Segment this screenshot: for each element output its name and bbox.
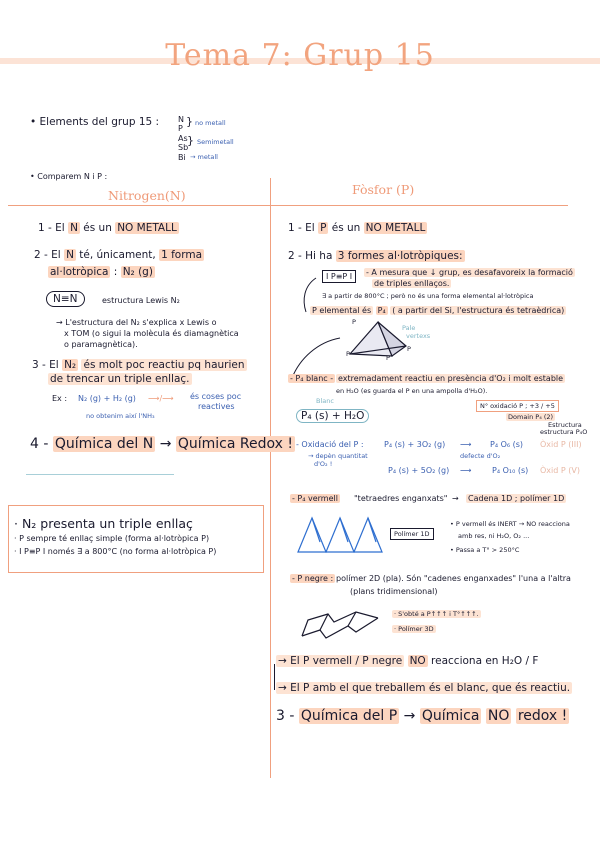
oxid-label: - Oxidació del P : [296, 440, 364, 449]
ex-note-1: és coses poc [190, 392, 242, 401]
polimer-1d-box: Polímer 1D [390, 528, 434, 540]
ex-note-2: reactives [198, 402, 235, 411]
chain-tetra-2 [326, 518, 354, 552]
p-item-2: 2 - Hi ha 3 formes al·lotròpiques: [288, 250, 463, 262]
n-item-4: 4 - Química del N → Química Redox ! [30, 436, 293, 452]
element-as: As [178, 134, 188, 143]
ox-prod-1: P₄ O₆ (s) [490, 440, 524, 449]
p2-box: I P≡P I [322, 270, 356, 283]
depen-note-2: d'O₂ ! [314, 460, 333, 468]
page-title: Tema 7: Grup 15 [165, 38, 435, 73]
elements-label: • Elements del grup 15 : [30, 116, 160, 128]
n-expl-3: o paramagnètica). [64, 340, 138, 349]
blanc-desc: extremadament reactiu en presència d'O₂ i molt estable [338, 374, 564, 383]
p4-line: P elemental és P₄ ( a partir del Si, l'estructura és tetraèdrica) [312, 306, 565, 315]
element-p: P [178, 124, 183, 133]
lewis-box: N≡N [46, 291, 85, 307]
blanc-desc-2: en H₂O (es guarda el P en una ampolla d'H₂O). [336, 387, 488, 395]
n-item-1: 1 - El N és un NO METALL [38, 222, 177, 234]
tet-p-right: P [407, 345, 411, 353]
header-divider [8, 205, 568, 206]
pale-note-1: Pale [402, 324, 416, 332]
trend-2: de triples enllaços. [374, 279, 450, 288]
brace-1: } [186, 115, 193, 128]
estructura-note-2: estructura P₄O [540, 428, 588, 436]
blanc-label: - P₄ blanc - [290, 374, 334, 383]
p-item-1: 1 - El P és un NO METALL [288, 222, 426, 234]
conclusion-1: → El P vermell / P negre NO reacciona en H₂O / F [278, 655, 539, 667]
n-expl-2: x TOM (o sigui la molècula és diamagnètica [64, 329, 239, 338]
inert-2: amb res, ni H₂O, O₂ ... [458, 532, 530, 540]
negre-label: - P negre : [292, 574, 334, 583]
c800-note: ∃ a partir de 800°C ; però no és una forma elemental al·lotròpica [322, 292, 534, 300]
vermell-label: - P₄ vermell [292, 494, 338, 503]
label-no-metall: no metall [195, 119, 226, 127]
ox-eq-1: P₄ (s) + 3O₂ (g) [384, 440, 446, 449]
sheet-edge-front [302, 618, 378, 638]
comparem-label: • Comparem N i P : [30, 172, 108, 181]
ex-arrow: ⟶/⟶ [148, 394, 174, 403]
n-item-3-cont: de trencar un triple enllaç. [50, 373, 190, 385]
n-item-2-cont: al·lotròpica : N₂ (g) [50, 266, 153, 278]
n-item-2: 2 - El N té, únicament, 1 forma [34, 249, 203, 261]
ex-label: Ex : [52, 394, 68, 403]
ox-prod-2: P₄ O₁₀ (s) [492, 466, 529, 475]
negre-desc-2: (plans tridimensional) [350, 587, 438, 596]
conclusion-2: → El P amb el que treballem és el blanc, que és reactiu. [278, 682, 571, 694]
teal-divider [26, 474, 174, 475]
chain-tetra-3 [354, 518, 382, 552]
blanc-side: Blanc [316, 397, 334, 405]
phosphorus-heading: Fòsfor (P) [352, 182, 415, 197]
label-metall: → metall [190, 153, 218, 161]
black-phosphorus-sheet [298, 608, 382, 642]
tetrahedron-shape [350, 322, 406, 356]
defecte-note: defecte d'O₂ [460, 452, 501, 460]
tet-p-left: P [346, 350, 350, 358]
p4s-h2o: P₄ (s) + H₂O [296, 410, 369, 422]
brace-2: } [187, 134, 194, 147]
summary-line-2: · P sempre té enllaç simple (forma al·lotròpica P) [14, 534, 210, 543]
tet-p-top: P [352, 318, 356, 326]
ex-sub: no obtenim així l'NH₃ [86, 412, 155, 420]
trend-1: - A mesura que ↓ grup, es desafavoreix la formació [366, 268, 573, 277]
conclusion-bracket [274, 664, 275, 690]
ox-eq-2: P₄ (s) + 5O₂ (g) [388, 466, 450, 475]
chain-tetra-1 [298, 518, 326, 552]
vermell-desc: "tetraedres enganxats" [354, 494, 448, 503]
negre-desc: polímer 2D (pla). Són "cadenes enganxades" l'una a l'altra [336, 574, 571, 583]
trend-arrow [298, 276, 320, 316]
ox-arrow-1: ⟶ [460, 440, 472, 449]
p-item-3: 3 - Química del P → Química NO redox ! [276, 708, 568, 724]
summary-line-1: · N₂ presenta un triple enllaç [14, 516, 193, 531]
oxide-iii: Òxid P (III) [540, 440, 582, 449]
lewis-label: estructura Lewis N₂ [102, 296, 180, 305]
label-semimetall: Semimetall [197, 138, 234, 146]
column-divider [270, 178, 271, 778]
depen-note-1: → depèn quantitat [308, 452, 368, 460]
oxide-v: Òxid P (V) [540, 466, 580, 475]
element-bi: Bi [178, 153, 186, 162]
summary-line-3: · I P≡P I només ∃ a 800°C (no forma al·lotròpica P) [14, 547, 217, 556]
red-phosphorus-chain [296, 512, 396, 558]
estructura-note: Estructura [548, 421, 582, 429]
ox-arrow-2: ⟶ [460, 466, 472, 475]
domain-note: Domain P₄ (2) [508, 413, 554, 421]
element-sb: Sb [178, 143, 189, 152]
ex-equation: N₂ (g) + H₂ (g) [78, 394, 136, 403]
nitrogen-heading: Nitrogen(N) [108, 188, 186, 203]
negre-b1: · S'obté a P↑↑↑ i T°↑↑↑. [394, 610, 479, 618]
vermell-res: Cadena 1D ; polímer 1D [468, 494, 565, 503]
n-item-3: 3 - El N₂ és molt poc reactiu pq haurien [32, 359, 245, 371]
n-expl-1: → L'estructura del N₂ s'explica x Lewis o [56, 318, 217, 327]
pale-note-2: vertexs [406, 332, 431, 340]
element-n: N [178, 115, 184, 124]
tet-p-bottom: P [386, 354, 390, 362]
ox-number-box: N° oxidació P ; +3 / +5 [476, 400, 559, 412]
inert-1: • P vermell és INERT → NO reacciona [450, 520, 570, 528]
inert-3: • Passa a T° > 250°C [450, 546, 520, 554]
vermell-arrow: → [452, 494, 459, 503]
negre-b2: · Polímer 3D [394, 625, 434, 633]
